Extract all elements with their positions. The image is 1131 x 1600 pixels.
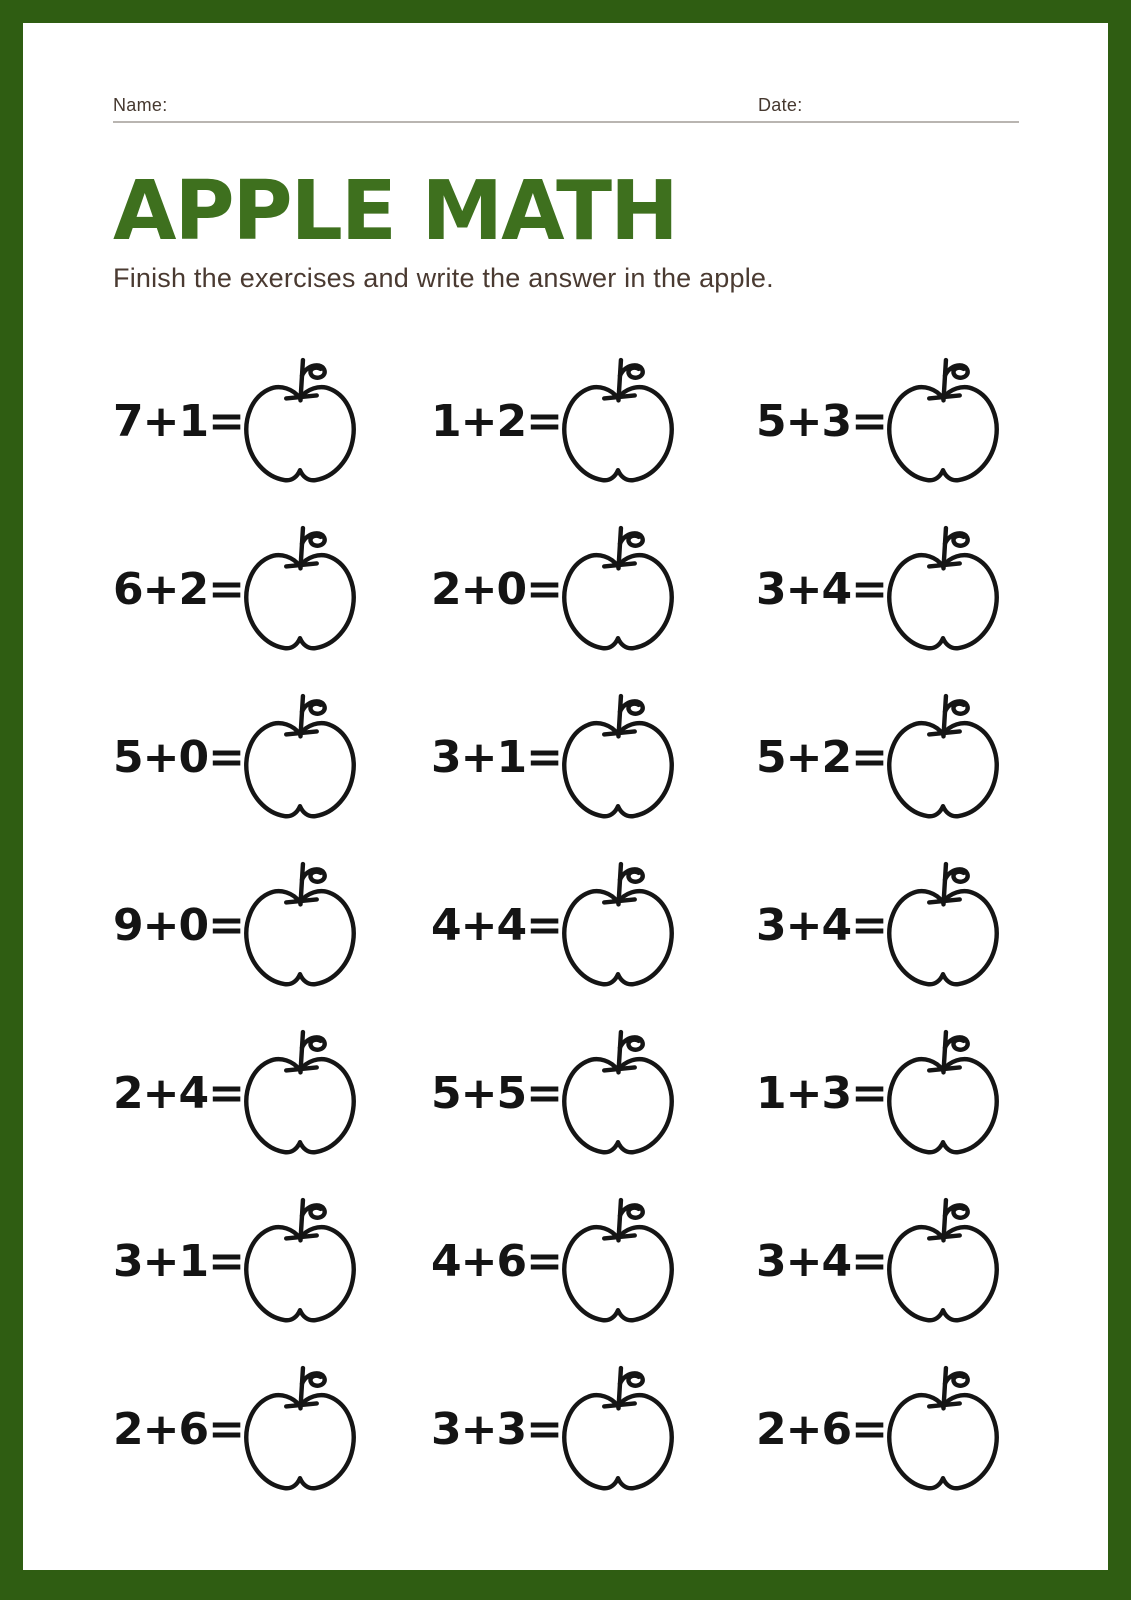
apple-answer-icon[interactable] (559, 859, 677, 993)
equation-label: 5+0= (113, 732, 244, 784)
equation-label: 5+2= (756, 732, 887, 784)
worksheet-instructions: Finish the exercises and write the answer in the apple. (113, 262, 774, 293)
equation-label: 1+3= (756, 1068, 887, 1120)
problems-grid (113, 338, 1108, 1514)
problem-cell (113, 1346, 431, 1514)
apple-answer-icon[interactable] (241, 355, 359, 489)
apple-answer-icon[interactable] (884, 1195, 1002, 1329)
equation-label: 3+1= (113, 1236, 244, 1288)
problem-cell (113, 1178, 431, 1346)
problem-cell (113, 842, 431, 1010)
equation-label: 5+3= (756, 396, 887, 448)
equation-label: 1+2= (431, 396, 562, 448)
equation-label: 9+0= (113, 900, 244, 952)
apple-answer-icon[interactable] (884, 1027, 1002, 1161)
apple-answer-icon[interactable] (559, 355, 677, 489)
equation-label: 3+4= (756, 564, 887, 616)
apple-answer-icon[interactable] (559, 1363, 677, 1497)
apple-answer-icon[interactable] (241, 1027, 359, 1161)
equation-label: 3+4= (756, 1236, 887, 1288)
apple-answer-icon[interactable] (241, 523, 359, 657)
apple-answer-icon[interactable] (559, 523, 677, 657)
worksheet-title: APPLE MATH (113, 164, 677, 259)
apple-answer-icon[interactable] (559, 1195, 677, 1329)
problem-cell (113, 506, 431, 674)
problem-cell (756, 1010, 1019, 1178)
equation-label: 5+5= (431, 1068, 562, 1120)
equation-label: 3+3= (431, 1404, 562, 1456)
problem-cell (431, 1178, 756, 1346)
problem-cell (431, 1346, 756, 1514)
problem-cell (756, 842, 1019, 1010)
problem-cell (113, 338, 431, 506)
apple-answer-icon[interactable] (884, 523, 1002, 657)
equation-label: 2+6= (113, 1404, 244, 1456)
problem-cell (756, 1178, 1019, 1346)
equation-label: 6+2= (113, 564, 244, 616)
name-label: Name: (113, 95, 168, 115)
apple-answer-icon[interactable] (884, 691, 1002, 825)
apple-answer-icon[interactable] (241, 1363, 359, 1497)
equation-label: 3+4= (756, 900, 887, 952)
problem-cell (756, 338, 1019, 506)
apple-answer-icon[interactable] (241, 1195, 359, 1329)
apple-answer-icon[interactable] (241, 859, 359, 993)
equation-label: 7+1= (113, 396, 244, 448)
date-label: Date: (758, 95, 803, 115)
apple-answer-icon[interactable] (241, 691, 359, 825)
name-date-fill-line[interactable] (113, 121, 1019, 123)
apple-answer-icon[interactable] (884, 859, 1002, 993)
apple-answer-icon[interactable] (884, 1363, 1002, 1497)
problem-cell (431, 674, 756, 842)
equation-label: 3+1= (431, 732, 562, 784)
header (113, 95, 1019, 127)
equation-label: 2+4= (113, 1068, 244, 1120)
problem-cell (431, 338, 756, 506)
problem-cell (431, 506, 756, 674)
problem-cell (431, 842, 756, 1010)
problem-cell (756, 506, 1019, 674)
equation-label: 2+6= (756, 1404, 887, 1456)
apple-answer-icon[interactable] (559, 1027, 677, 1161)
equation-label: 4+4= (431, 900, 562, 952)
equation-label: 4+6= (431, 1236, 562, 1288)
problem-cell (113, 674, 431, 842)
equation-label: 2+0= (431, 564, 562, 616)
problem-cell (431, 1010, 756, 1178)
problem-cell (113, 1010, 431, 1178)
problem-cell (756, 1346, 1019, 1514)
apple-answer-icon[interactable] (884, 355, 1002, 489)
apple-answer-icon[interactable] (559, 691, 677, 825)
problem-cell (756, 674, 1019, 842)
